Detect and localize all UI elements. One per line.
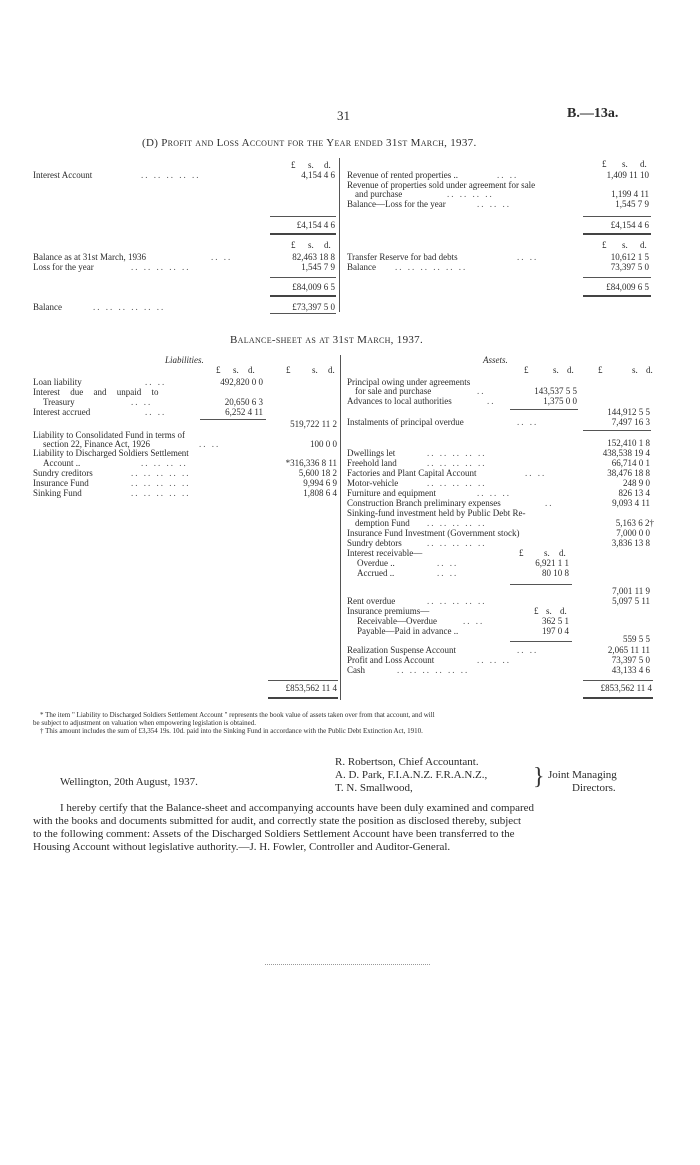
asset-profit-loss: Profit and Loss Account .. .. .. 73,397 5 0	[347, 655, 650, 665]
signature-brace-icon: }	[533, 764, 545, 790]
asset-interest-receivable: Interest receivable— £ s. d.	[347, 548, 566, 558]
pl-double-rule-1a	[270, 233, 336, 235]
pl-double-rule-1b	[583, 233, 651, 235]
liab-rule-total	[268, 680, 338, 681]
liab-rule-a	[200, 419, 266, 420]
page-number: 31	[337, 108, 350, 123]
asset-rule-c	[510, 584, 572, 585]
liab-consolidated: Liability to Consolidated Fund in terms of	[33, 430, 185, 440]
certificate-line-1: I hereby certify that the Balance-sheet and accompanying accounts have been duly examined and compared	[60, 802, 535, 814]
pl-rule-2a	[270, 277, 336, 278]
asset-freehold: Freehold land .. .. .. .. .. 66,714 0 1	[347, 458, 650, 468]
certificate-line-2: with the books and documents submitted for audit, and correctly state the position as disclosed thereby, subject	[33, 815, 522, 827]
pl-total-2-left: £84,009 6 5	[292, 282, 335, 292]
liab-double-rule-total	[268, 697, 338, 699]
asset-sundry-debtors: Sundry debtors .. .. .. .. .. 3,836 13 8	[347, 538, 650, 548]
bottom-rule	[265, 964, 430, 965]
asset-instalments: Instalments of principal overdue .. .. 7,497 16 3	[347, 417, 650, 427]
pl-rule-1a	[270, 216, 336, 217]
liab-interest-due: Interest due and unpaid to	[33, 387, 159, 397]
pl-double-rule-2b	[583, 295, 651, 297]
footnote-1b: be subject to adjustment on valuation when empowering legislation is obtained.	[33, 719, 256, 727]
asset-subtotal-c: 7,001 11 9	[612, 586, 650, 596]
pl-total-1-right: £4,154 4 6	[610, 220, 649, 230]
asset-cash: Cash .. .. .. .. .. .. 43,133 4 6	[347, 665, 650, 675]
asset-subtotal-a: 144,912 5 5	[607, 407, 650, 417]
bs-currency-header-asset-inner: £ s. d.	[524, 365, 574, 375]
liab-sundry: Sundry creditors .. .. .. .. .. 5,600 18 2	[33, 468, 337, 478]
liab-total: £853,562 11 4	[285, 683, 337, 693]
asset-insurance-premiums: Insurance premiums— £ s. d.	[347, 606, 567, 616]
pl-row-balance-1936: Balance as at 31st March, 1936 .. .. 82,463 18 8	[33, 252, 335, 262]
asset-insurance-inv: Insurance Fund Investment (Government stock) 7,000 0 0	[347, 528, 650, 538]
document-code: B.—13a.	[567, 106, 619, 121]
liab-discharged-2: Account .. .. .. .. .. *316,336 8 11	[43, 458, 337, 468]
bs-currency-header-liab-outer: £ s. d.	[286, 365, 335, 375]
asset-rule-total	[583, 680, 653, 681]
liab-interest-accrued: Interest accrued .. .. 6,252 4 11	[33, 407, 263, 417]
pl-double-rule-2a	[270, 295, 336, 297]
asset-receivable: Receivable—Overdue .. .. 362 5 1	[357, 616, 569, 626]
asset-accrued: Accrued .. .. .. 80 10 8	[357, 568, 569, 578]
pl-row-balance-loss: Balance—Loss for the year .. .. .. 1,545 7 9	[347, 199, 649, 209]
pl-row-loss-year: Loss for the year .. .. .. .. .. 1,545 7 9	[33, 262, 335, 272]
certificate-line-4: Housing Account without legislative authority.—J. H. Fowler, Controller and Auditor-General.	[33, 841, 451, 853]
pl-total-2-right: £84,009 6 5	[606, 282, 649, 292]
asset-realization: Realization Suspense Account .. .. 2,065 11 11	[347, 645, 650, 655]
asset-rent: Rent overdue .. .. .. .. .. 5,097 5 11	[347, 596, 650, 606]
pl-rule-1b	[583, 216, 651, 217]
asset-factories: Factories and Plant Capital Account .. .. 38,476 18 8	[347, 468, 650, 478]
liab-loan: Loan liability .. .. 492,820 0 0	[33, 377, 263, 387]
pl-currency-header-left: £ s. d.	[291, 160, 331, 170]
pl-row-interest-account: Interest Account .. .. .. .. .. 4,154 4 6	[33, 170, 335, 180]
asset-total: £853,562 11 4	[600, 683, 652, 693]
asset-subtotal-b: 152,410 1 8	[607, 438, 650, 448]
pl-rule-2b	[583, 277, 651, 278]
pl-currency-header-right-2: £ s. d.	[602, 240, 647, 250]
asset-subtotal-d: 559 5 5	[623, 634, 650, 644]
pl-title: (D) Profit and Loss Account for the Year ended 31st March, 1937.	[142, 137, 477, 149]
signature-role-2: Directors.	[572, 782, 616, 794]
bs-currency-header-asset-outer: £ s. d.	[598, 365, 653, 375]
liab-treasury: Treasury .. .. 20,650 6 3	[43, 397, 263, 407]
bs-title: Balance-sheet as at 31st March, 1937.	[230, 334, 424, 346]
liab-discharged: Liability to Discharged Soldiers Settlement	[33, 448, 189, 458]
bs-currency-header-liab-inner: £ s. d.	[216, 365, 255, 375]
pl-row-and-purchase: and purchase .. .. .. .. 1,199 4 11	[355, 189, 649, 199]
pl-row-transfer-reserve: Transfer Reserve for bad debts .. .. 10,612 1 5	[347, 252, 649, 262]
pl-row-revenue-sold: Revenue of properties sold under agreement for sale	[347, 180, 536, 190]
signature-line-1: R. Robertson, Chief Accountant.	[335, 756, 479, 768]
asset-double-rule-total	[583, 697, 653, 699]
asset-principal-2: for sale and purchase .. 143,537 5 5	[355, 386, 577, 396]
liab-insurance: Insurance Fund .. .. .. .. .. 9,994 6 9	[33, 478, 337, 488]
liab-consolidated-2: section 22, Finance Act, 1926 .. .. 100 0 0	[43, 439, 337, 449]
pl-row-revenue-rented: Revenue of rented properties .. .. .. 1,409 11 10	[347, 170, 649, 180]
pl-row-balance-right: Balance .. .. .. .. .. .. 73,397 5 0	[347, 262, 649, 272]
liab-sinking: Sinking Fund .. .. .. .. .. 1,808 6 4	[33, 488, 337, 498]
asset-rule-a	[510, 409, 578, 410]
pl-currency-header-right: £ s. d.	[602, 159, 647, 169]
bs-liabilities-heading: Liabilities.	[165, 355, 204, 365]
asset-dwellings: Dwellings let .. .. .. .. .. 438,538 19 4	[347, 448, 650, 458]
bs-assets-heading: Assets.	[483, 355, 508, 365]
asset-rule-d	[510, 641, 572, 642]
asset-motor: Motor-vehicle .. .. .. .. .. 248 9 0	[347, 478, 650, 488]
certificate-line-3: to the following comment: Assets of the Discharged Soldiers Settlement Account have been transferred to the	[33, 828, 515, 840]
bs-divider	[340, 355, 341, 700]
liab-subtotal: 519,722 11 2	[290, 419, 337, 429]
asset-advances: Advances to local authorities .. 1,375 0 0	[347, 396, 577, 406]
asset-payable: Payable—Paid in advance .. 197 0 4	[357, 626, 569, 636]
signature-line-3: T. N. Smallwood,	[335, 782, 413, 794]
pl-rule-3	[270, 313, 336, 314]
pl-row-balance-final: Balance .. .. .. .. .. .. £73,397 5 0	[33, 302, 335, 312]
place-date: Wellington, 20th August, 1937.	[60, 776, 198, 788]
signature-role: Joint Managing	[548, 769, 617, 781]
asset-sinking-inv-2: demption Fund .. .. .. .. .. 5,163 6 2†	[355, 518, 654, 528]
asset-principal: Principal owing under agreements	[347, 377, 471, 387]
pl-total-1-left: £4,154 4 6	[296, 220, 335, 230]
pl-divider	[339, 158, 340, 312]
footnote-1: * The item " Liability to Discharged Soldiers Settlement Account " represents the book value of assets taken over from that account, and will	[40, 711, 435, 719]
asset-furniture: Furniture and equipment .. .. .. 826 13 4	[347, 488, 650, 498]
asset-construction: Construction Branch preliminary expenses .. 9,093 4 11	[347, 498, 650, 508]
pl-currency-header-left-2: £ s. d.	[291, 240, 331, 250]
asset-overdue: Overdue .. .. .. 6,921 1 1	[357, 558, 569, 568]
asset-rule-b	[583, 430, 651, 431]
footnote-2: † This amount includes the sum of £3,354 19s. 10d. paid into the Sinking Fund in accordance with the Public Debt Extinction Act, 1910.	[40, 727, 423, 735]
asset-sinking-inv: Sinking-fund investment held by Public Debt Re-	[347, 508, 526, 518]
signature-line-2: A. D. Park, F.I.A.N.Z. F.R.A.N.Z.,	[335, 769, 488, 781]
